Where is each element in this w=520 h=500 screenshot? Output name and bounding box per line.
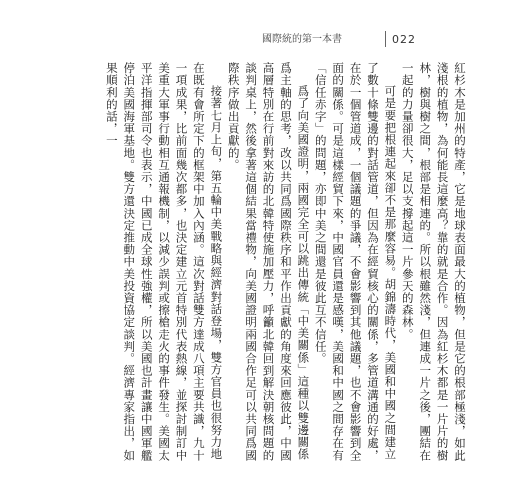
paragraph-2: 可是要把根連起來卻不是那麼容易。胡錦濤時代，美國和中國之間建立了數十條雙邊的對話管道，但因為在經貿核心的關係，多管道溝通的好處，在於一個管道成，一個議題的爭議，不會影響到其他議題，也不會影響到全面的關係。可是這樣經貿下來，中國官員還是感嘆，美國和中國之間存在有「信任赤字」的問題，亦即中美之間還是彼此互不信任。 [313, 62, 398, 462]
running-header-title: 國際統的第一本書 [262, 34, 342, 45]
paragraph-3: 爲了向美國證明，兩國完全可以跳出傳統「中美關係」這種以雙邊關係爲主軸的思考，改以共同爲國際秩序和平作出貢獻的角度來回應彼此，中國高層特別在行前對來訪的北韓特使施加壓力，呼籲北韓回到解決朝核問題的談判桌上，然後拿著這個結果當禮物，向美國證明兩國合作足可以共同爲國際秩序做出貢獻的。 [226, 62, 311, 462]
body-text [88, 62, 468, 462]
paragraph-4: 接著七月上旬，第五輪中美戰略與經濟對話登場，雙方官員也很努力地在既有會所定下的框架中加入內涵。這次對話雙方達成八項主要共識，九十一項成果，比前面幾次都多，也決定建立元首特別代表熱線，並探討制訂中美重大軍事行動相互通報機制，以減少誤判或擦槍走火的事件發生。美國太平洋指揮部司令也表示，中國已成全球性強權，所以美國也計畫讓中國軍艦停泊美國海軍基地。雙方還決定推動中美投資協定談判。經濟專家指出，如果順利的話，一 [104, 62, 224, 462]
page-number: 022 [392, 33, 416, 46]
header-divider [385, 31, 386, 47]
paragraph-1: 紅杉木是加州的特產，它是地球表面最大的植物，但是它的根部極淺，如此淺根的植物，為何能長這麼高？靠的就是合作。因為紅杉木都是一片片的樹林，樹與樹之間，根部是相連的。所以根雖然淺，但連成一片之後，團結在一起的力量卻很大，足以支撐起這一片參天的森林。 [400, 62, 467, 462]
